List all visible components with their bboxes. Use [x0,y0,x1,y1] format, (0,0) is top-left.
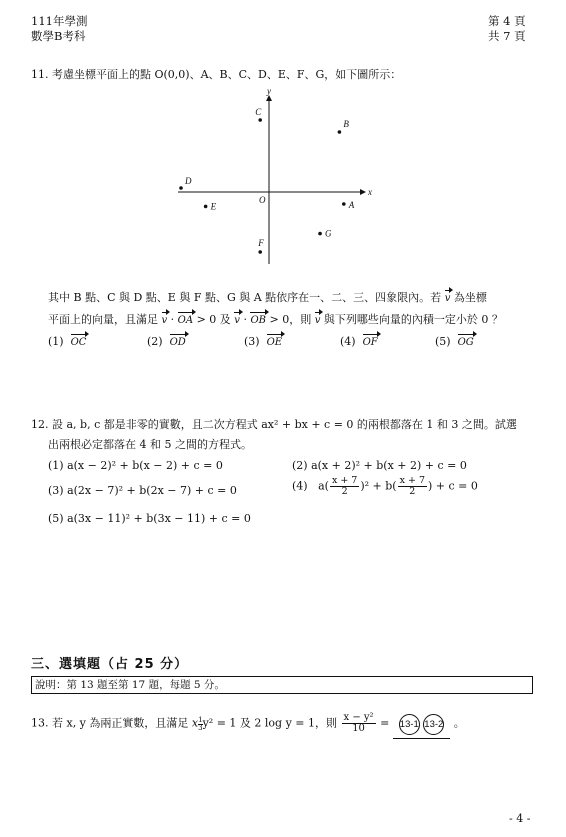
point-g [318,232,322,236]
option-number: (4) [292,479,308,493]
q11-coordinate-plane [170,86,380,266]
option-number: (5) [435,335,451,348]
o4-part-a: a( [318,479,329,493]
q13-end: 。 [453,716,465,730]
q13-x: x [191,716,199,730]
point-b [338,130,342,134]
q12-option-2[interactable]: (2) a(x + 2)² + b(x + 2) + c = 0 [292,459,467,472]
origin-label: O [259,195,266,205]
point-label-c: C [255,107,262,117]
vector-v-1: v [161,315,168,326]
q13-exponent: $\frac{1}{3}$ [198,715,203,732]
point-e [204,205,208,209]
q13-equals: = [380,716,390,730]
page-label: 第 4 頁 [488,14,526,28]
point-f [258,250,262,254]
section-3-note: 說明：第 13 題至第 17 題，每題 5 分。 [35,679,225,691]
q11-option-1[interactable] [48,335,86,350]
q12-option-5[interactable]: (5) a(3x − 11)² + b(3x − 11) + c = 0 [48,512,251,525]
q12-stem-line1: 12. 設 a, b, c 都是非零的實數，且二次方程式 ax² + bx + c = 0 的兩根都落在 1 和 3 之間。試選 [31,418,517,431]
q11-option-5[interactable] [435,335,474,350]
point-d [179,186,183,190]
q11-body-line2 [48,313,503,328]
q11-body-line1 [48,291,487,306]
point-c [258,118,262,122]
o4-part-b: )² + b( [360,479,397,493]
q11-stem: 11. 考慮坐標平面上的點 O(0,0)、A、B、C、D、E、F、G，如下圖所示： [31,68,402,81]
q11-body1: 其中 B 點、C 與 D 點、E 與 F 點、G 與 A 點依序在一、二、三、四象限內。若 [48,291,442,304]
section-3-title: 三、選填題（占 25 分） [31,657,189,672]
q12-option-1[interactable]: (1) a(x − 2)² + b(x − 2) + c = 0 [48,459,223,472]
option-vector: OG [457,337,474,348]
vector-v: v [444,293,451,304]
total-pages-label: 共 7 頁 [488,29,526,43]
cond-b-end: > 0，則 [269,313,312,326]
option-number: (1) [48,335,64,348]
q13-line [31,713,465,739]
point-label-d: D [185,176,192,186]
q11-body2-end: 與下列哪些向量的內積一定小於 0 ？ [323,313,503,326]
y-axis-label: y [267,86,271,96]
q11-option-4[interactable] [340,335,378,350]
exam-title: 111年學測 [31,14,88,28]
option-number: (3) [244,335,260,348]
vector-ob: OB [250,315,266,326]
o4-frac-1: $\frac{x + 7}{2}$ [331,475,358,497]
option-vector: OC [70,337,87,348]
vector-v-3: v [314,315,321,326]
q13-answer-area [393,714,451,739]
option-vector: OD [169,337,186,348]
blank-13-1[interactable]: 13-1 [399,714,420,735]
option-vector: OF [362,337,378,348]
x-axis-label: x [368,187,372,197]
q11-option-2[interactable] [147,335,186,350]
q13-cond: y² = 1 及 2 log y = 1，則 [202,716,338,730]
vector-oa: OA [177,315,194,326]
point-label-f: F [258,238,264,248]
q12-option-3[interactable]: (3) a(2x − 7)² + b(2x − 7) + c = 0 [48,484,237,497]
q13-fraction: $\frac{\text{x − y²}}{10}$ [343,712,374,734]
option-number: (2) [147,335,163,348]
option-vector: OE [266,337,283,348]
q13-stem: 13. 若 x, y 為兩正實數，且滿足 [31,716,189,730]
q11-body1-end: 為坐標 [453,291,487,304]
dot-1: · [170,313,175,326]
o4-frac-2: $\frac{x + 7}{2}$ [399,475,426,497]
point-label-a: A [348,200,355,210]
point-label-b: B [343,119,349,129]
dot-2: · [243,313,247,326]
subject-title: 數學B考科 [31,29,86,43]
q12-option-4[interactable] [292,476,478,497]
q11-option-3[interactable] [244,335,282,350]
point-label-g: G [325,228,332,239]
point-a [342,202,346,206]
cond-a-end: > 0 及 [196,313,231,326]
o4-part-c: ) + c = 0 [428,479,478,493]
blank-13-2[interactable]: 13-2 [423,714,444,735]
page-number: - 4 - [509,812,531,825]
option-number: (4) [340,335,356,348]
q12-stem-line2: 出兩根必定都落在 4 和 5 之間的方程式。 [48,438,252,451]
vector-v-2: v [234,315,240,326]
point-label-e: E [210,201,217,212]
q11-body2a: 平面上的向量，且滿足 [48,313,158,326]
